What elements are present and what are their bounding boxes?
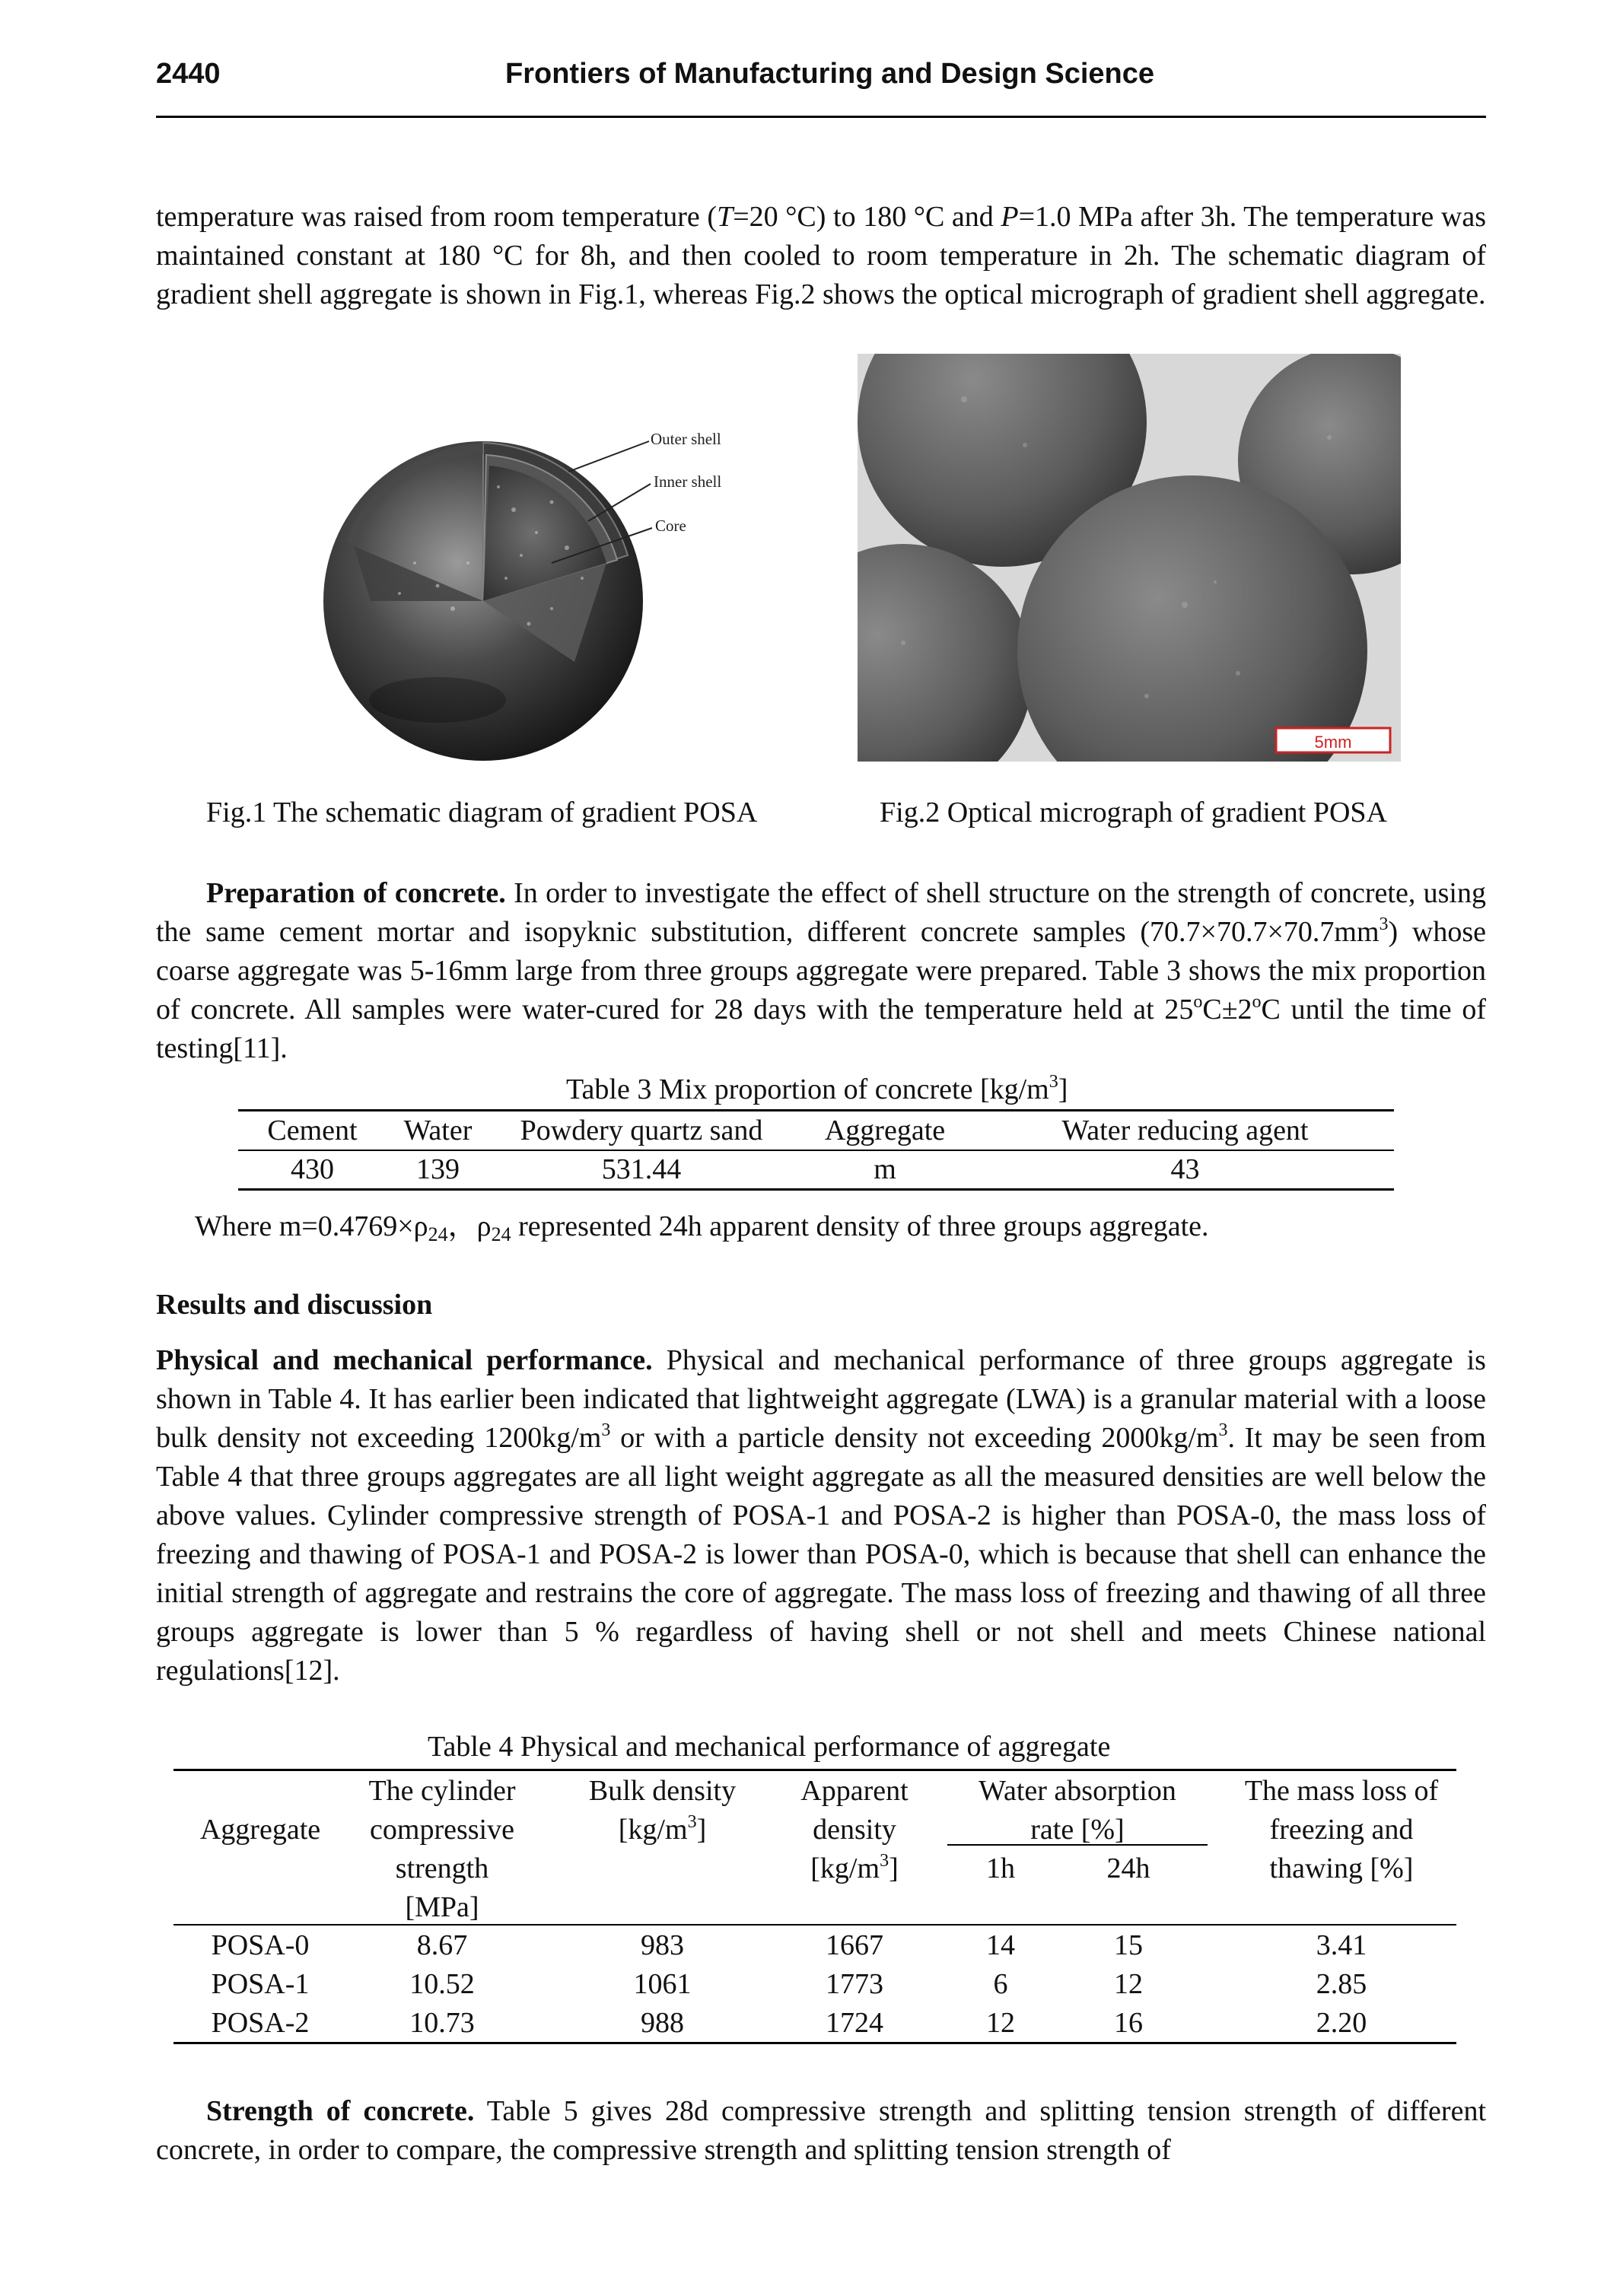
table-4-header [173,1772,1456,1924]
table-4-col-bulk: Bulk density $[kg/m^3]$ [588,1775,737,1846]
scale-bar-label: 5mm [1314,733,1352,752]
label-inner-shell: Inner shell [654,472,722,491]
table-4-col-apparent: Apparent density $[kg/m^3]$ [800,1775,909,1884]
table-4-col-mass-loss: The mass loss of freezing and thawing [%] [1244,1775,1439,1884]
label-outer-shell: Outer shell [651,430,721,448]
table-4-col-cylinder: The cylinder compressive strength [MPa] [368,1775,516,1923]
figure-2-caption: Fig.2 Optical micrograph of gradient POSA [880,797,1388,828]
table-4-col-1h: 1h [986,1852,1015,1884]
preparation-heading: Preparation of concrete. [206,877,506,909]
physical-performance-heading: Physical and mechanical performance. [156,1344,653,1376]
sphere [323,441,643,761]
strength-heading: Strength of concrete. [206,2095,475,2127]
label-core: Core [655,517,686,535]
preparation-paragraph: Preparation of concrete. In order to investigate the effect of shell structure on the strength of concrete, using the same cement mortar and isopyknic substitution, different concrete samples $(70.7\times 70.7\times 70.7mm^3)$ whose coarse aggregate was 5-16mm large from three groups aggregate were prepared. Table 3 shows the mix proportion of concrete. All samples were water-cured for 28 days with the temperature held at $25^oC\pm 2^oC$ until the time of testing[11]. [156,877,1487,1064]
table-3-note: Where $m=0.4769\times\rho_{24}$，$\rho_{24}$ represented 24h apparent density of three groups aggregate. [195,1210,1209,1245]
journal-title: Frontiers of Manufacturing and Design Science [505,58,1155,90]
section-heading-results: Results and discussion [156,1289,433,1321]
table-4-col-24h: 24h [1106,1852,1150,1884]
table-3-title: Table 3 Mix proportion of concrete $[kg/m^3]$ [566,1072,1068,1105]
table-4-title: Table 4 Physical and mechanical performance of aggregate [428,1731,1111,1763]
table-4-body [173,1926,1456,2043]
page-number: 2440 [156,58,221,90]
table-3 [238,1109,1394,1191]
table-4-col-aggregate: Aggregate [199,1814,321,1846]
physical-performance-paragraph: Physical and mechanical performance. Physical and mechanical performance of three groups aggregate is shown in Table 4. It has earlier been indicated that lightweight aggregate (LWA) is a granular material with a loose bulk density not exceeding $1200kg/m^3$ or with a particle density not exceeding $2000kg/m^3$. It may be seen from Table 4 that three groups aggregates are all light weight aggregate as all the measured densities are well below the above values. Cylinder compressive strength of POSA-1 and POSA-2 is higher than POSA-0, the mass loss of freezing and thawing of POSA-1 and POSA-2 is lower than POSA-0, which is because that shell can enhance the initial strength of aggregate and restrains the core of aggregate. The mass loss of freezing and thawing of all three groups aggregate is lower than 5 % regardless of having shell or not shell and meets Chinese national regulations[12]. [156,1344,1486,1687]
figure-1-schematic [323,411,749,761]
figure-2-micrograph [858,354,1401,762]
table-3-header-row: Cement Water Powdery quartz sand Aggregate Water reducing agent [238,1111,1394,1150]
strength-paragraph: Strength of concrete. Table 5 gives 28d compressive strength and splitting tension strength of different concrete, in order to compare, the compressive strength and splitting tension strength of [156,2095,1487,2166]
table-4-col-water: Water absorption rate [%] [979,1775,1176,1846]
table-row: 430 139 531.44 m 43 [291,1153,1200,1186]
figure-1-caption: Fig.1 The schematic diagram of gradient POSA [206,797,758,828]
table-row: POSA-1 10.52 1061 1773 6 12 2.85 [211,1968,1367,2000]
running-header [156,58,1486,118]
intro-paragraph: temperature was raised from room temperature (T=20 °C) to 180 °C and P=1.0 MPa after 3h. The temperature was maintained constant at 180 °C for 8h, and then cooled to room temperature in 2h. The schematic diagram of gradient shell aggregate is shown in Fig.1, whereas Fig.2 shows the optical micrograph of gradient shell aggregate. [156,201,1486,310]
table-row: POSA-2 10.73 988 1724 12 16 2.20 [211,2007,1367,2039]
table-4-top-rule [173,1769,1456,1771]
table-row: POSA-0 8.67 983 1667 14 15 3.41 [211,1929,1367,1961]
